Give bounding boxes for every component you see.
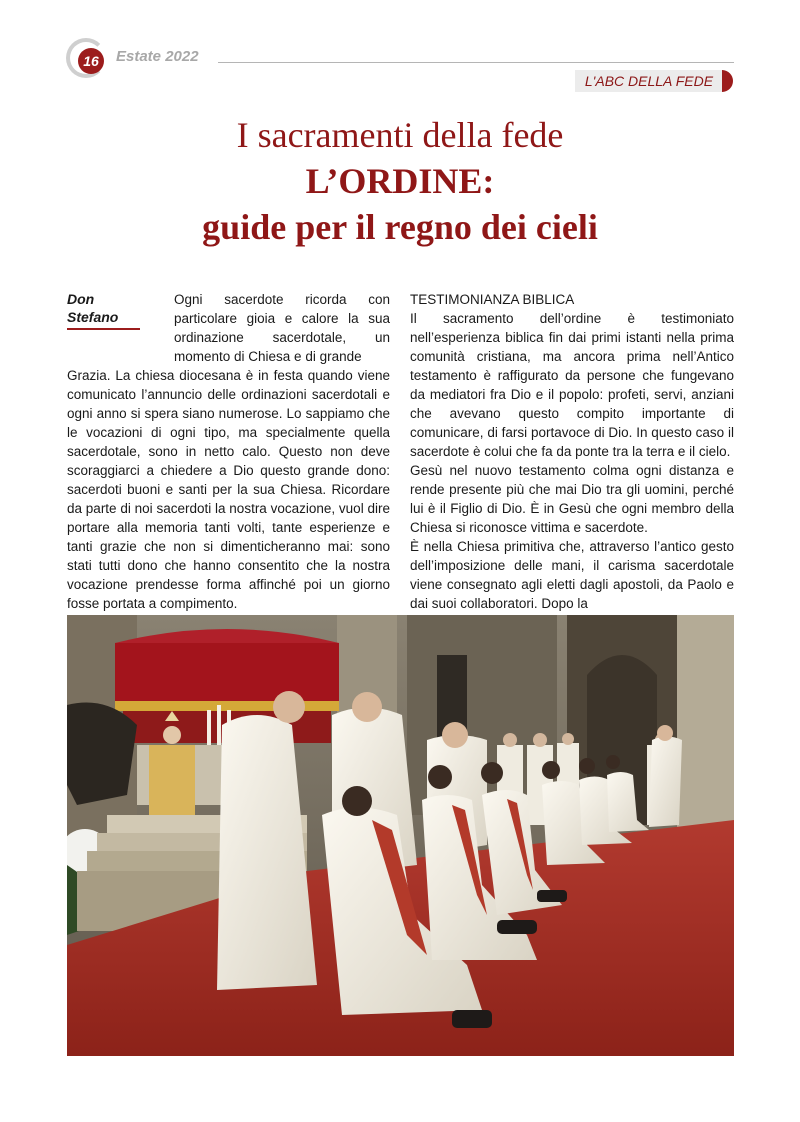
issue-label: Estate 2022 [116, 48, 199, 65]
ordination-photo [67, 615, 734, 1056]
title-line-2: L’ORDINE: [305, 161, 495, 201]
author-byline [67, 290, 140, 326]
author-underline [67, 328, 140, 330]
title-line-3: guide per il regno dei cieli [202, 207, 598, 247]
right-paragraph-1: Il sacramento dell’ordine è testimoniato nell’esperienza biblica fin dai primi istanti nella prima comunità cristiana, ma ancora prima nell’Antico testamento è raffigurato da persone che fungevano da mediatori fra Dio e il popolo: profeti, servi, anziani che avevano questo compito importante di comunicare, di farsi portavoce di Dio. In questo caso il sacerdote è colui che fa da ponte tra la terra e il cielo. [410, 311, 734, 459]
article-intro [174, 290, 390, 366]
right-paragraph-3: È nella Chiesa primitiva che, attraverso l’antico gesto dell’imposizione delle mani, il carisma sacerdotale viene consegnato agli eletti dagli apostoli, da Paolo e dai suoi collaboratori. Dopo la [410, 539, 734, 611]
right-paragraph-2: Gesù nel nuovo testamento colma ogni distanza e rende presente più che mai Dio tra gli uomini, perché lui è il Figlio di Dio. È in Gesù che ogni membro della Chiesa si riconosce vittima e sacerdote. [410, 463, 734, 535]
header-divider [218, 62, 734, 63]
title-line-1: I sacramenti della fede [236, 115, 564, 155]
intro-paragraph: Ogni sacerdote ricorda con particolare gioia e calore la sua ordinazione sacerdotale, un momento di Chiesa e di grande [174, 292, 390, 364]
page-number: 16 [78, 48, 104, 74]
section-tab-marker [722, 70, 733, 92]
magazine-logo [66, 38, 112, 84]
section-label: L'ABC DELLA FEDE [575, 70, 723, 92]
author-line-2: Stefano [67, 309, 119, 325]
section-heading: TESTIMONIANZA BIBLICA [410, 292, 575, 307]
author-line-1: Don [67, 291, 95, 307]
article-left-column [67, 366, 390, 613]
left-paragraph: Grazia. La chiesa diocesana è in festa quando viene comunicato l’annuncio delle ordinazioni sacerdotali e ogni anno si spera siano numerose. Lo sappiamo che le vocazioni di ogni tipo, ma specialmente quella sacerdotale, sono in netto calo. Questo non deve scoraggiarci a chiedere a Dio questo grande dono: sacerdoti buoni e santi per la sua Chiesa. Ricordare da parte di noi sacerdoti la nostra vocazione, vuol dire portare alla memoria tanti volti, tante esperienze e tanti grazie che non si dimenticheranno mai: sono stati tutti dono che hanno consentito che la nostra vocazione prendesse forma affinché poi un giorno fosse portata a compimento. [67, 368, 390, 611]
article-right-column [410, 290, 734, 613]
ordination-scene-image [67, 615, 734, 1056]
